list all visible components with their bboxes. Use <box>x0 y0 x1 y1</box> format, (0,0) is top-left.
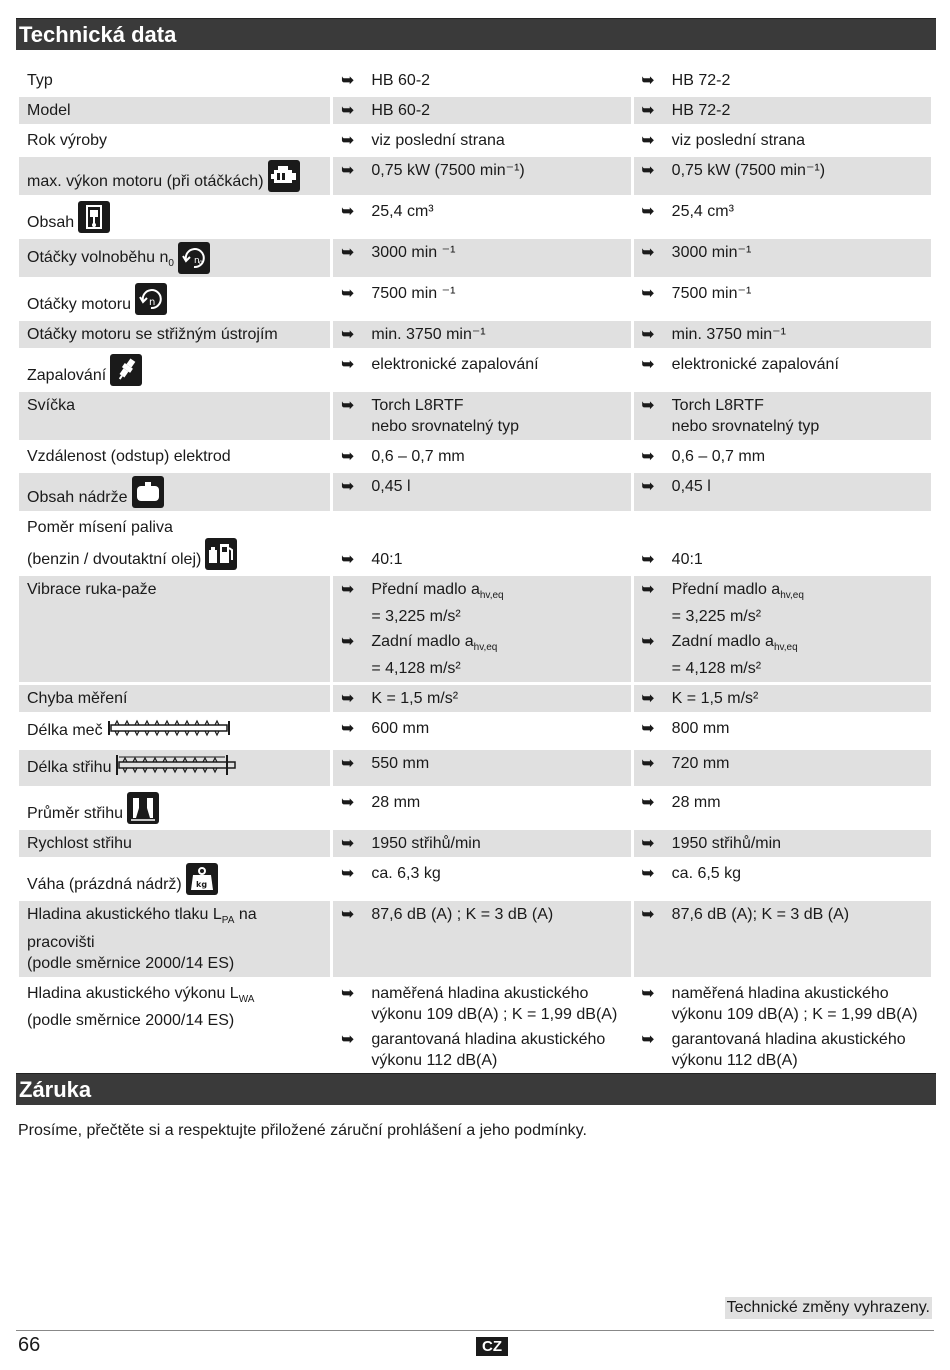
section-heading-technical-data: Technická data <box>16 18 936 50</box>
footer-divider <box>16 1330 934 1331</box>
spec-label: Vibrace ruka-paže <box>19 576 330 682</box>
spec-value-hb72: ➥ 1950 střihů/min <box>634 830 931 857</box>
spec-value-hb60: ➥ 0,75 kW (7500 min⁻¹) <box>333 157 630 195</box>
spec-row <box>19 239 931 277</box>
arrow-icon: ➥ <box>641 984 655 1002</box>
arrow-icon: ➥ <box>341 984 354 1002</box>
page-number: 66 <box>18 1334 41 1356</box>
spec-value-hb60: ➥ HB 60-2 <box>341 72 431 89</box>
spec-label: Obsah nádrže <box>19 473 330 511</box>
spec-row <box>19 830 931 857</box>
piston-icon <box>78 201 110 233</box>
arrow-icon: ➥ <box>641 162 655 179</box>
spec-label: Typ <box>27 72 53 89</box>
spec-value-hb60: ➥ K = 1,5 m/s² <box>333 685 630 712</box>
spec-label: Svíčka <box>19 392 330 440</box>
spec-row <box>19 473 931 511</box>
arrow-icon: ➥ <box>341 285 354 302</box>
weight-icon <box>186 863 218 895</box>
arrow-icon: ➥ <box>341 448 354 465</box>
spec-row <box>19 860 931 898</box>
spec-label: Obsah <box>19 198 330 236</box>
arrow-icon: ➥ <box>341 102 354 119</box>
spec-value-hb72: ➥ naměřená hladina akustického výkonu 109 dB(A) ; K = 1,99 dB(A) ➥ garantovaná hladina akustického výkonu 112 dB(A) <box>641 984 918 1069</box>
spec-value-hb72: ➥ viz poslední strana <box>641 132 806 149</box>
spec-row <box>19 351 931 389</box>
engine-icon <box>268 160 300 192</box>
spec-row <box>19 715 931 747</box>
arrow-icon: ➥ <box>341 865 354 883</box>
arrow-icon: ➥ <box>641 326 655 343</box>
arrow-icon: ➥ <box>641 794 655 812</box>
spec-value-hb60: ➥ HB 60-2 <box>333 97 630 124</box>
spec-row <box>19 280 931 318</box>
arrow-icon: ➥ <box>641 102 655 119</box>
spec-value-hb60: ➥ Přední madlo $a_{hv,eq}$ = 3,225 m/s² ➥ Zadní madlo $a_{hv,eq}$ = 4,128 m/s² <box>333 576 630 682</box>
engine-speed-icon <box>135 283 167 315</box>
spec-value-hb72: ➥ 87,6 dB (A); K = 3 dB (A) <box>634 901 931 976</box>
arrow-icon: ➥ <box>641 1030 655 1048</box>
svg-text:kg: kg <box>195 880 207 890</box>
spec-value-hb60: ➥ naměřená hladina akustického výkonu 109 dB(A) ; K = 1,99 dB(A) ➥ garantovaná hladina akustického výkonu 112 dB(A) <box>341 984 618 1069</box>
warranty-text: Prosíme, přečtěte si a respektujte přiložené záruční prohlášení a jeho podmínky. <box>18 1122 587 1139</box>
arrow-icon: ➥ <box>641 633 655 651</box>
spec-row <box>19 514 931 573</box>
spec-label: Průměr střihu <box>19 789 330 827</box>
arrow-icon: ➥ <box>641 581 655 598</box>
spec-label: Otáčky motoru n <box>19 280 330 318</box>
spec-label: Délka střihu <box>19 750 330 786</box>
spec-value-hb60: ➥ 550 mm <box>333 750 630 786</box>
arrow-icon: ➥ <box>341 794 354 812</box>
arrow-icon: ➥ <box>641 448 655 465</box>
spec-value-hb72: ➥ 28 mm <box>641 794 721 812</box>
arrow-icon: ➥ <box>641 906 655 924</box>
spec-value-hb60: ➥ ca. 6,3 kg <box>341 865 441 883</box>
spec-row <box>19 198 931 236</box>
spec-value-hb60: ➥ elektronické zapalování <box>341 356 539 373</box>
spec-label: Zapalování <box>19 351 330 389</box>
spec-row <box>19 97 931 124</box>
spec-label: Otáčky volnoběhu $n_0$ n 0 <box>19 239 330 277</box>
svg-text:n: n <box>149 297 156 308</box>
arrow-icon: ➥ <box>341 581 354 598</box>
spec-value-hb72: ➥ HB 72-2 <box>634 97 931 124</box>
spec-value-hb60: ➥ 0,45 l <box>333 473 630 511</box>
spec-label: Délka meč <box>19 715 330 747</box>
arrow-icon: ➥ <box>641 285 655 302</box>
arrow-icon: ➥ <box>341 720 354 738</box>
spec-value-hb60: ➥ 28 mm <box>341 794 421 812</box>
arrow-icon: ➥ <box>641 244 655 261</box>
spec-value-hb72: ➥ 0,45 l <box>634 473 931 511</box>
spec-value-hb72: ➥ 800 mm <box>641 720 730 738</box>
spec-value-hb72: ➥ 0,6 – 0,7 mm <box>641 448 766 465</box>
spec-row <box>19 576 931 682</box>
spec-value-hb60: ➥ viz poslední strana <box>341 132 505 149</box>
spec-value-hb60: ➥ 1950 střihů/min <box>333 830 630 857</box>
arrow-icon: ➥ <box>341 835 354 853</box>
spec-label: Hladina akustického tlaku $L_{PA}$ na pracovišti (podle směrnice 2000/14 ES) <box>19 901 330 976</box>
arrow-icon: ➥ <box>341 132 354 149</box>
svg-text:0: 0 <box>198 260 203 267</box>
spec-label: Váha (prázdná nádrž) kg <box>19 860 330 898</box>
spec-value-hb60: ➥ min. 3750 min⁻¹ <box>333 321 630 348</box>
arrow-icon: ➥ <box>341 633 354 651</box>
spec-row <box>19 67 931 94</box>
cutting-diameter-icon <box>127 792 159 824</box>
arrow-icon: ➥ <box>341 478 354 495</box>
arrow-icon: ➥ <box>341 162 354 179</box>
spec-value-hb72: ➥ HB 72-2 <box>641 72 731 89</box>
arrow-icon: ➥ <box>641 835 655 853</box>
spec-label: Rychlost střihu <box>19 830 330 857</box>
spec-value-hb60: ➥ 87,6 dB (A) ; K = 3 dB (A) <box>333 901 630 976</box>
svg-text:n: n <box>193 256 200 266</box>
spec-value-hb60: ➥ 0,6 – 0,7 mm <box>341 448 465 465</box>
spec-value-hb60: ➥ 7500 min ⁻¹ <box>341 285 456 302</box>
arrow-icon: ➥ <box>641 478 655 495</box>
spec-row <box>19 392 931 440</box>
arrow-icon: ➥ <box>341 755 354 773</box>
spec-row <box>19 321 931 348</box>
arrow-icon: ➥ <box>341 906 354 924</box>
arrow-icon: ➥ <box>341 551 354 568</box>
spec-row <box>19 685 931 712</box>
spec-value-hb60: ➥ 600 mm <box>341 720 430 738</box>
arrow-icon: ➥ <box>641 132 655 149</box>
cutting-length-icon <box>115 753 239 783</box>
spec-row <box>19 443 931 470</box>
spec-value-hb72: ➥ 720 mm <box>634 750 931 786</box>
spec-value-hb72: ➥ elektronické zapalování <box>641 356 839 373</box>
arrow-icon: ➥ <box>641 72 655 89</box>
arrow-icon: ➥ <box>341 1030 354 1048</box>
arrow-icon: ➥ <box>341 690 354 708</box>
spec-value-hb60: ➥ Torch L8RTF nebo srovnatelný typ <box>333 392 630 440</box>
spec-row <box>19 127 931 154</box>
spec-label: Model <box>19 97 330 124</box>
spec-row <box>19 789 931 827</box>
arrow-icon: ➥ <box>341 244 354 261</box>
spec-value-hb72: ➥ 40:1 <box>641 551 703 568</box>
technical-changes-note: Technické změny vyhrazeny. <box>725 1297 932 1319</box>
arrow-icon: ➥ <box>641 356 655 373</box>
spec-value-hb72: ➥ ca. 6,5 kg <box>641 865 742 883</box>
spec-value-hb72: ➥ Torch L8RTF nebo srovnatelný typ <box>634 392 931 440</box>
spec-label: Vzdálenost (odstup) elektrod <box>27 448 231 465</box>
spec-value-hb72: ➥ 25,4 cm³ <box>641 203 734 220</box>
spec-label: Chyba měření <box>19 685 330 712</box>
spec-value-hb72: ➥ 7500 min⁻¹ <box>641 285 752 302</box>
spec-label: Hladina akustického výkonu $L_{WA}$ (podle směrnice 2000/14 ES) <box>27 984 255 1029</box>
spec-value-hb60: ➥ 25,4 cm³ <box>341 203 434 220</box>
spec-value-hb72: ➥ min. 3750 min⁻¹ <box>634 321 931 348</box>
arrow-icon: ➥ <box>341 326 354 343</box>
spec-label: Rok výroby <box>27 132 108 149</box>
blade-length-icon <box>107 718 231 744</box>
spec-row <box>19 157 931 195</box>
arrow-icon: ➥ <box>341 72 354 89</box>
spec-value-hb60: ➥ 40:1 <box>341 551 403 568</box>
spec-row <box>19 980 931 1074</box>
arrow-icon: ➥ <box>341 203 354 220</box>
arrow-icon: ➥ <box>641 755 655 773</box>
arrow-icon: ➥ <box>641 720 655 738</box>
arrow-icon: ➥ <box>341 397 354 414</box>
idle-speed-icon <box>178 242 210 274</box>
spec-value-hb72: ➥ 3000 min⁻¹ <box>634 239 931 277</box>
section-heading-warranty: Záruka <box>16 1073 936 1105</box>
country-code-badge: CZ <box>476 1337 508 1356</box>
arrow-icon: ➥ <box>641 865 655 883</box>
spec-label: Otáčky motoru se střižným ústrojím <box>19 321 330 348</box>
arrow-icon: ➥ <box>641 397 655 414</box>
fuel-tank-icon <box>132 476 164 508</box>
spec-label: max. výkon motoru (při otáčkách) <box>19 157 330 195</box>
arrow-icon: ➥ <box>341 356 354 373</box>
fuel-mix-icon <box>205 538 237 570</box>
spec-row <box>19 901 931 976</box>
spec-value-hb72: ➥ Přední madlo $a_{hv,eq}$ = 3,225 m/s² ➥ Zadní madlo $a_{hv,eq}$ = 4,128 m/s² <box>634 576 931 682</box>
spec-row <box>19 750 931 786</box>
spark-plug-icon <box>110 354 142 386</box>
spec-value-hb72: ➥ K = 1,5 m/s² <box>634 685 931 712</box>
spec-value-hb72: ➥ 0,75 kW (7500 min⁻¹) <box>634 157 931 195</box>
spec-label: Poměr mísení paliva (benzin / dvoutaktní olej) <box>19 514 330 573</box>
arrow-icon: ➥ <box>641 690 655 708</box>
spec-value-hb60: ➥ 3000 min ⁻¹ <box>333 239 630 277</box>
arrow-icon: ➥ <box>641 203 655 220</box>
spec-table <box>16 64 934 1077</box>
arrow-icon: ➥ <box>641 551 655 568</box>
